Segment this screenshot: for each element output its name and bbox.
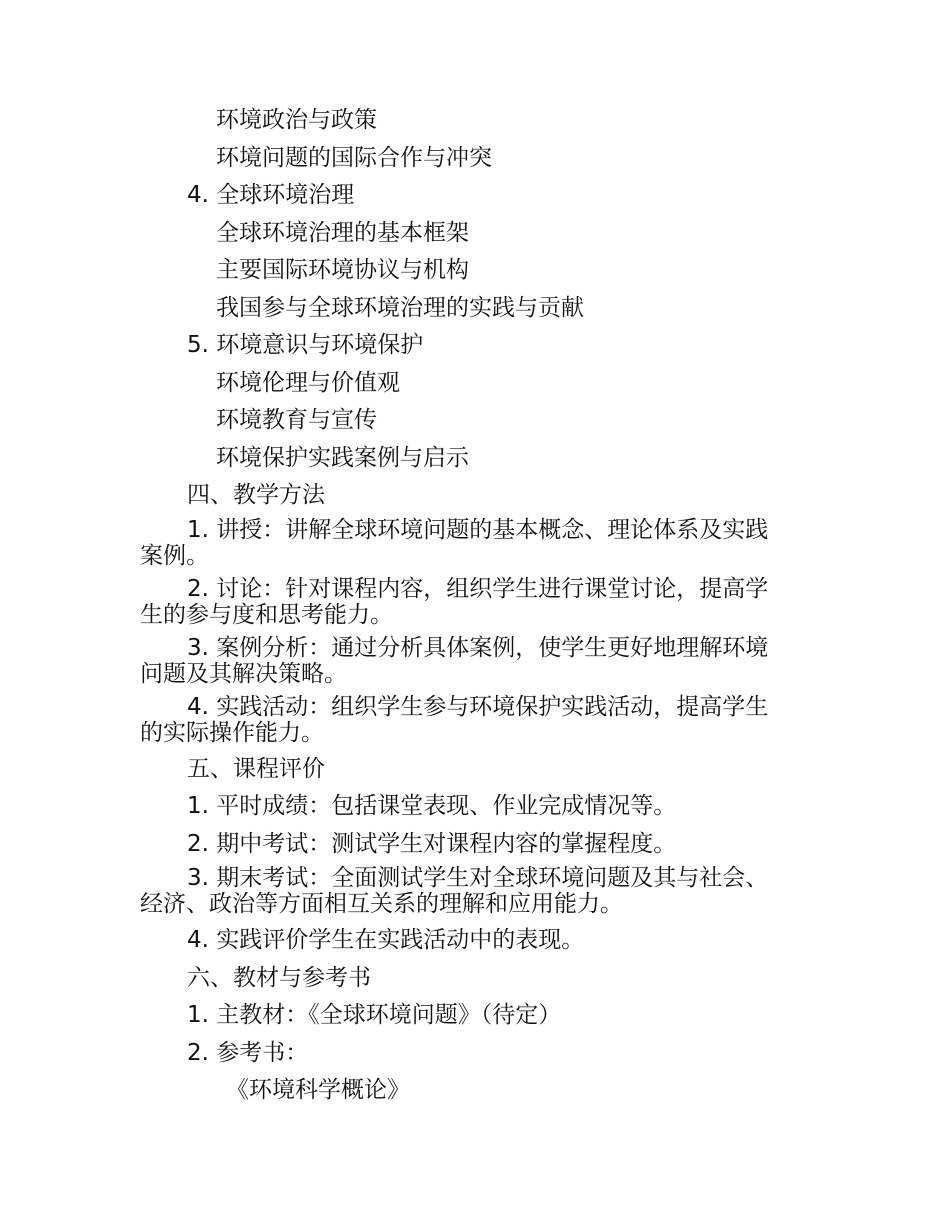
paragraph (0, 574, 820, 633)
text-line: 环境教育与宣传 (216, 407, 377, 433)
text-line: 主要国际环境协议与机构 (216, 257, 469, 283)
paragraph-first-line: 1. 讲授：讲解全球环境问题的基本概念、理论体系及实践 (187, 516, 769, 543)
section-item: 5. 环境意识与环境保护 (187, 332, 424, 358)
paragraph-continuation: 问题及其解决策略。 (140, 660, 347, 687)
section-heading: 五、课程评价 (187, 755, 325, 782)
paragraph (0, 633, 820, 692)
section-heading: 六、教材与参考书 (187, 964, 371, 991)
paragraph (0, 692, 820, 751)
text-line: 环境伦理与价值观 (216, 369, 400, 396)
section-item: 1. 平时成绩：包括课堂表现、作业完成情况等。 (187, 793, 677, 819)
text-line: 环境政治与政策 (216, 107, 377, 133)
paragraph-continuation: 的实际操作能力。 (140, 719, 324, 746)
paragraph-first-line: 4. 实践活动：组织学生参与环境保护实践活动，提高学生 (187, 693, 769, 720)
text-line: 环境保护实践案例与启示 (216, 444, 469, 471)
paragraph (0, 863, 820, 922)
paragraph-continuation: 案例。 (140, 542, 209, 569)
text-line: 环境问题的国际合作与冲突 (216, 144, 492, 171)
paragraph-first-line: 2. 讨论：针对课程内容，组织学生进行课堂讨论，提高学 (187, 575, 769, 602)
section-heading: 四、教学方法 (187, 482, 325, 508)
section-item: 2. 参考书： (187, 1039, 309, 1066)
section-item: 4. 全球环境治理 (187, 182, 355, 208)
paragraph (0, 515, 820, 574)
paragraph-first-line: 3. 案例分析：通过分析具体案例，使学生更好地理解环境 (187, 634, 769, 661)
text-line: 全球环境治理的基本框架 (216, 219, 469, 246)
paragraph-continuation: 经济、政治等方面相互关系的理解和应用能力。 (140, 891, 623, 917)
section-item: 2. 期中考试：测试学生对课程内容的掌握程度。 (187, 830, 677, 857)
section-item: 4. 实践评价学生在实践活动中的表现。 (187, 927, 585, 953)
paragraph-first-line: 3. 期末考试：全面测试学生对全球环境问题及其与社会、 (187, 865, 769, 891)
section-item: 1. 主教材：《全球环境问题》（待定） (187, 1002, 562, 1028)
paragraph-continuation: 生的参与度和思考能力。 (140, 601, 393, 628)
reference-book: 《环境科学概论》 (226, 1077, 410, 1103)
document-page (0, 102, 950, 1110)
text-line: 我国参与全球环境治理的实践与贡献 (216, 294, 584, 321)
